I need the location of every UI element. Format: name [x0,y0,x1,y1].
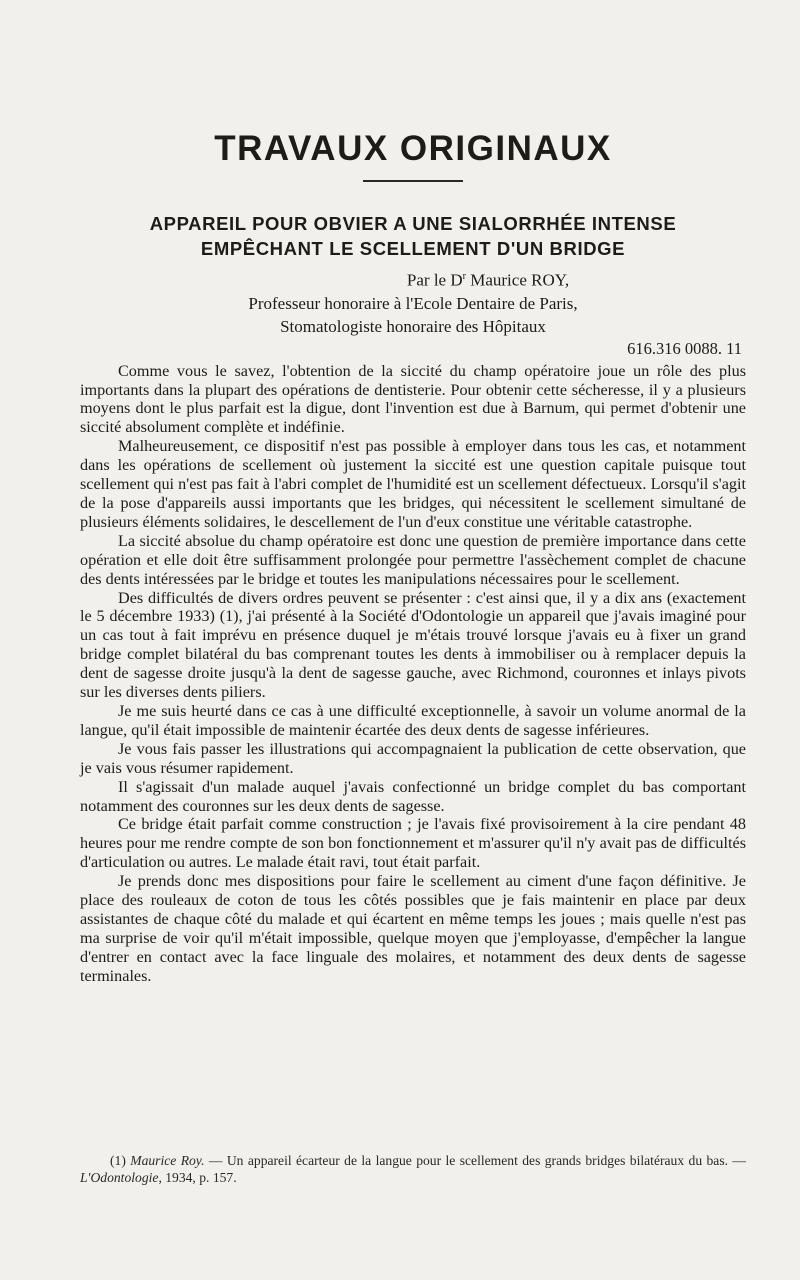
byline-title-sup: r [462,271,466,282]
footnote-journal: L'Odontologie [80,1170,159,1185]
footnote-marker: (1) [110,1153,131,1168]
article-title-line-2: EMPÊCHANT LE SCELLEMENT D'UN BRIDGE [200,238,626,259]
byline-prefix: Par le D [406,270,463,290]
footnote [80,1152,746,1186]
paragraph: Il s'agissait d'un malade auquel j'avais confectionné un bridge complet du bas comportant notamment des couronnes sur les deux dents de sagesse. [80,777,746,815]
classification-number: 616.316 0088. 11 [627,338,742,358]
author-name: Maurice ROY, [465,270,570,290]
paragraph: Comme vous le savez, l'obtention de la siccité du champ opératoire joue un rôle des plus importants dans la plupart des opérations de dentisterie. Pour obtenir cette sécheresse, il y a plusieurs moyens dont le plus parfait est la digue, dont l'invention est due à Barnum, qui permet d'obtenir une siccité absolument complète et indéfinie. [80,361,746,437]
paragraph: Des difficultés de divers ordres peuvent se présenter : c'est ainsi que, il y a dix ans (exactement le 5 décembre 1933) (1), j'ai présenté à la Société d'Odontologie un appareil que j'avais imaginé pour un cas tout à fait imprévu en présence duquel je m'étais trouvé lorsque j'avais eu à fixer un grand bridge complet bilatéral du bas comprenant toutes les dents à immobiliser ou à remplacer depuis la dent de sagesse droite jusqu'à la dent de sagesse gauche, avec Richmond, couronnes et inlays pivots sur les diverses dents piliers. [80,588,746,702]
paragraph: Je prends donc mes dispositions pour faire le scellement au ciment d'une façon définitive. Je place des rouleaux de coton de tous les côtés possibles que je fais maintenir en place par deux assistantes de chaque côté du malade et qui écartent en même temps les joues ; mais quelle n'est pas ma surprise de voir qu'il m'était impossible, quelque moyen que j'employasse, d'empêcher la langue d'entrer en contact avec la face linguale des molaires, et notamment des deux dents de sagesse terminales. [80,872,746,985]
article-title [80,211,746,261]
paragraph: Ce bridge était parfait comme construction ; je l'avais fixé provisoirement à la cire pendant 48 heures pour me rendre compte de son bon fonctionnement et m'assurer qu'il n'y avait pas de difficultés d'articulation ou autres. Le malade était ravi, tout était parfait. [80,815,746,872]
footnote-author: Maurice Roy. [130,1153,205,1168]
article-body [80,362,746,986]
paragraph: Malheureusement, ce dispositif n'est pas possible à employer dans tous les cas, et notamment dans les opérations de scellement où justement la siccité est une question capitale puisque tout scellement qui n'est pas fait à l'abri complet de l'humidité est un scellement défectueux. Lorsqu'il s'agit de la pose d'appareils aussi importants que les bridges, qui nécessitent le scellement simultané de plusieurs éléments solidaires, le descellement de l'un d'eux constitue une véritable catastrophe. [80,437,746,531]
paragraph: Je vous fais passer les illustrations qui accompagnaient la publication de cette observation, que je vais vous résumer rapidement. [80,739,746,777]
byline [80,265,746,338]
paragraph: Je me suis heurté dans ce cas à une difficulté exceptionnelle, à savoir un volume anormal de la langue, qu'il était impossible de maintenir écartée des deux dents de sagesse inférieures. [80,701,746,739]
paragraph: La siccité absolue du champ opératoire est donc une question de première importance dans cette opération et elle doit être suffisamment prolongée pour permettre l'assèchement complet de chacune des dents intéressées par le bridge et toutes les manipulations nécessaires pour le scellement. [80,531,746,588]
affiliation-line-1: Professeur honoraire à l'Ecole Dentaire de Paris, [248,293,578,313]
footnote-citation: , 1934, p. 157. [158,1170,237,1185]
affiliation-line-2: Stomatologiste honoraire des Hôpitaux [280,316,546,336]
article-title-line-1: APPAREIL POUR OBVIER A UNE SIALORRHÉE INTENSE [149,213,677,234]
footnote-text: — Un appareil écarteur de la langue pour le scellement des grands bridges bilatéraux du bas. — [204,1153,747,1168]
section-title: TRAVAUX ORIGINAUX [214,129,612,168]
title-divider [363,180,463,182]
author-line [80,265,746,292]
